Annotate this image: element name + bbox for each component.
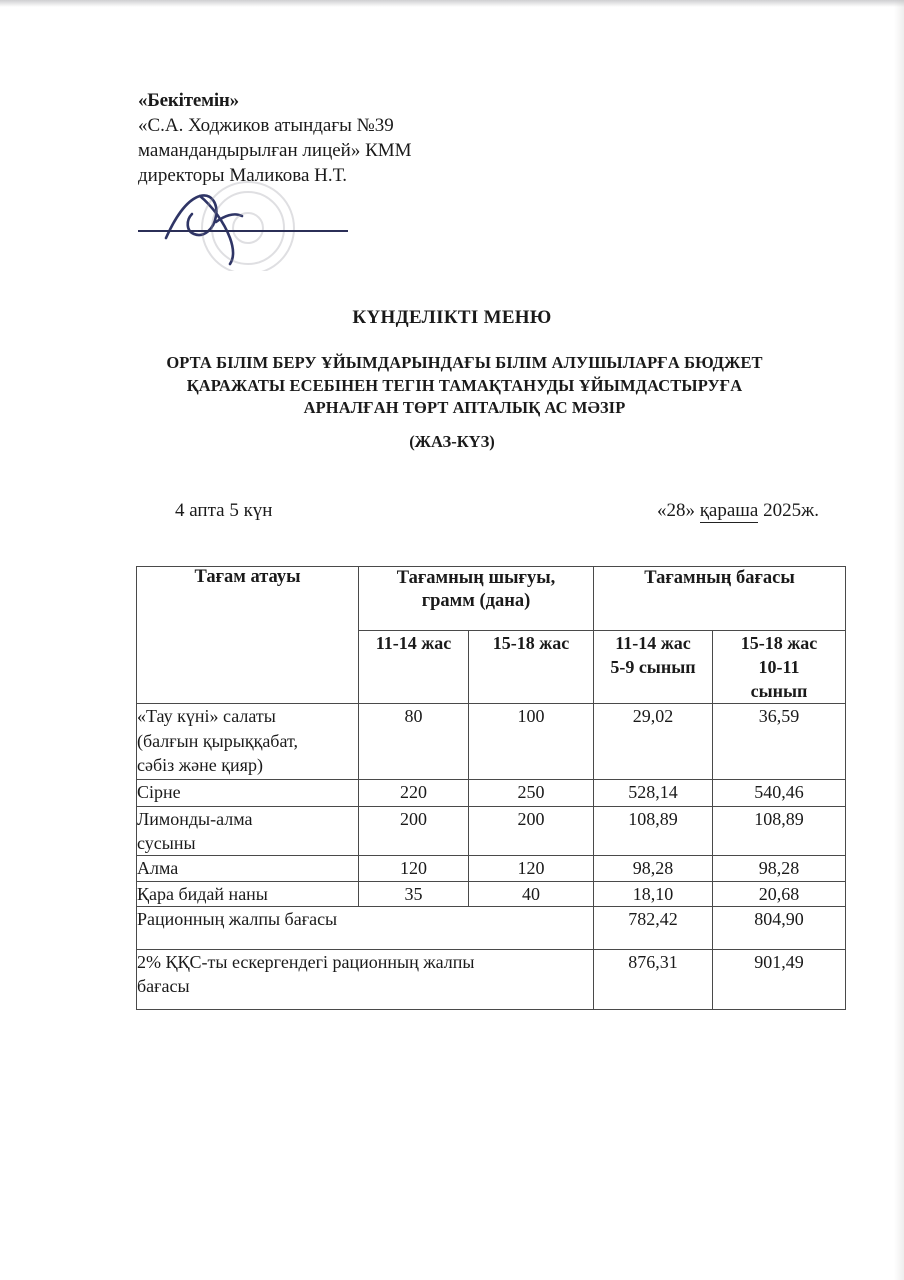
price-15-18-cell: 98,28 <box>713 856 846 882</box>
table-subtotal-row <box>137 907 846 950</box>
header-price-15-18-line-1: 15-18 жас <box>740 633 818 653</box>
portion-15-18-cell: 100 <box>469 704 594 780</box>
date-month: қараша <box>699 500 759 521</box>
menu-table <box>136 566 846 1010</box>
dish-name-cell: Алма <box>137 856 359 882</box>
header-portion-age-11-14: 11-14 жас <box>359 631 469 704</box>
signature-rule <box>138 230 348 232</box>
dish-name-line-3: сәбіз және қияр) <box>137 755 263 775</box>
table-row <box>137 882 846 907</box>
price-15-18-cell: 20,68 <box>713 882 846 907</box>
header-price-group: Тағамның бағасы <box>594 567 846 631</box>
dish-name-line-2: (балғын қырыққабат, <box>137 730 298 751</box>
date-day: «28» <box>656 500 695 521</box>
signature-icon <box>130 176 430 271</box>
price-11-14-cell: 29,02 <box>594 704 713 780</box>
organization-line-1: «С.А. Ходжиков атындағы №39 <box>138 115 394 136</box>
vat-total-label-line-2: бағасы <box>137 976 190 996</box>
document-subtitle <box>120 352 809 420</box>
page-title: КҮНДЕЛІКТІ МЕНЮ <box>352 307 552 328</box>
portion-15-18-cell: 40 <box>469 882 594 907</box>
dish-name-cell <box>137 704 359 780</box>
table-row <box>137 856 846 882</box>
portion-15-18-cell: 120 <box>469 856 594 882</box>
subtotal-label: Рационның жалпы бағасы <box>137 907 594 950</box>
portion-15-18-cell: 250 <box>469 780 594 807</box>
vat-total-label <box>137 950 594 1010</box>
portion-11-14-cell: 35 <box>359 882 469 907</box>
vat-total-11-14-cell: 876,31 <box>594 950 713 1010</box>
header-dish-name: Тағам атауы <box>137 567 359 704</box>
approval-block <box>138 88 558 188</box>
approval-heading: «Бекітемін» <box>138 90 239 111</box>
dish-name-cell <box>137 807 359 856</box>
dish-name-line-1: Лимонды-алма <box>137 809 253 829</box>
director-line: директоры Маликова Н.Т. <box>138 165 348 186</box>
table-row <box>137 704 846 780</box>
price-15-18-cell: 108,89 <box>713 807 846 856</box>
price-11-14-cell: 528,14 <box>594 780 713 807</box>
header-portion-line-1: Тағамның шығуы, <box>396 568 556 588</box>
meta-row <box>175 500 819 526</box>
vat-total-15-18-cell: 901,49 <box>713 950 846 1010</box>
season-label: (ЖАЗ-КҮЗ) <box>409 432 495 451</box>
header-portion-group <box>359 567 594 631</box>
dish-name-cell: Сірне <box>137 780 359 807</box>
price-11-14-cell: 18,10 <box>594 882 713 907</box>
portion-11-14-cell: 120 <box>359 856 469 882</box>
dish-name-cell: Қара бидай наны <box>137 882 359 907</box>
table-header-group-row <box>137 567 846 631</box>
header-portion-age-15-18: 15-18 жас <box>469 631 594 704</box>
subtotal-11-14-cell: 782,42 <box>594 907 713 950</box>
header-price-15-18-line-3: сынып <box>750 681 808 701</box>
header-price-15-18-line-2: 10-11 <box>758 657 800 677</box>
table-row <box>137 807 846 856</box>
dish-name-line-2: сусыны <box>137 833 196 853</box>
header-price-11-14-line-2: 5-9 сынып <box>610 657 696 677</box>
price-11-14-cell: 98,28 <box>594 856 713 882</box>
portion-11-14-cell: 220 <box>359 780 469 807</box>
subtitle-line-3: АРНАЛҒАН ТӨРТ АПТАЛЫҚ АС МӘЗІР <box>303 398 626 417</box>
price-15-18-cell: 36,59 <box>713 704 846 780</box>
signature-and-stamp <box>130 176 430 271</box>
price-15-18-cell: 540,46 <box>713 780 846 807</box>
vat-total-label-line-1: 2% ҚҚС-ты ескергендегі рационның жалпы <box>137 952 475 972</box>
portion-11-14-cell: 80 <box>359 704 469 780</box>
scan-edge-shadow <box>894 0 904 1280</box>
scan-top-shadow <box>0 0 904 7</box>
table-row <box>137 780 846 807</box>
table-vat-total-row <box>137 950 846 1010</box>
subtotal-15-18-cell: 804,90 <box>713 907 846 950</box>
subtitle-line-1: ОРТА БІЛІМ БЕРУ ҰЙЫМДАРЫНДАҒЫ БІЛІМ АЛУШЫЛАРҒА БЮДЖЕТ <box>166 353 763 372</box>
dish-name-line-1: «Тау күні» салаты <box>137 706 276 726</box>
portion-11-14-cell: 200 <box>359 807 469 856</box>
header-price-age-11-14 <box>594 631 713 704</box>
price-11-14-cell: 108,89 <box>594 807 713 856</box>
date-year: 2025ж. <box>763 500 819 521</box>
organization-line-2: мамандандырылған лицей» КММ <box>138 140 412 161</box>
week-day-label: 4 апта 5 күн <box>175 500 273 521</box>
portion-15-18-cell: 200 <box>469 807 594 856</box>
header-portion-line-2: грамм (дана) <box>421 591 531 611</box>
header-price-age-15-18 <box>713 631 846 704</box>
document-date <box>657 500 819 522</box>
subtitle-line-2: ҚАРАЖАТЫ ЕСЕБІНЕН ТЕГІН ТАМАҚТАНУДЫ ҰЙЫМДАСТЫРУҒА <box>186 375 743 395</box>
header-price-11-14-line-1: 11-14 жас <box>615 633 691 653</box>
stamp-icon <box>202 182 294 271</box>
